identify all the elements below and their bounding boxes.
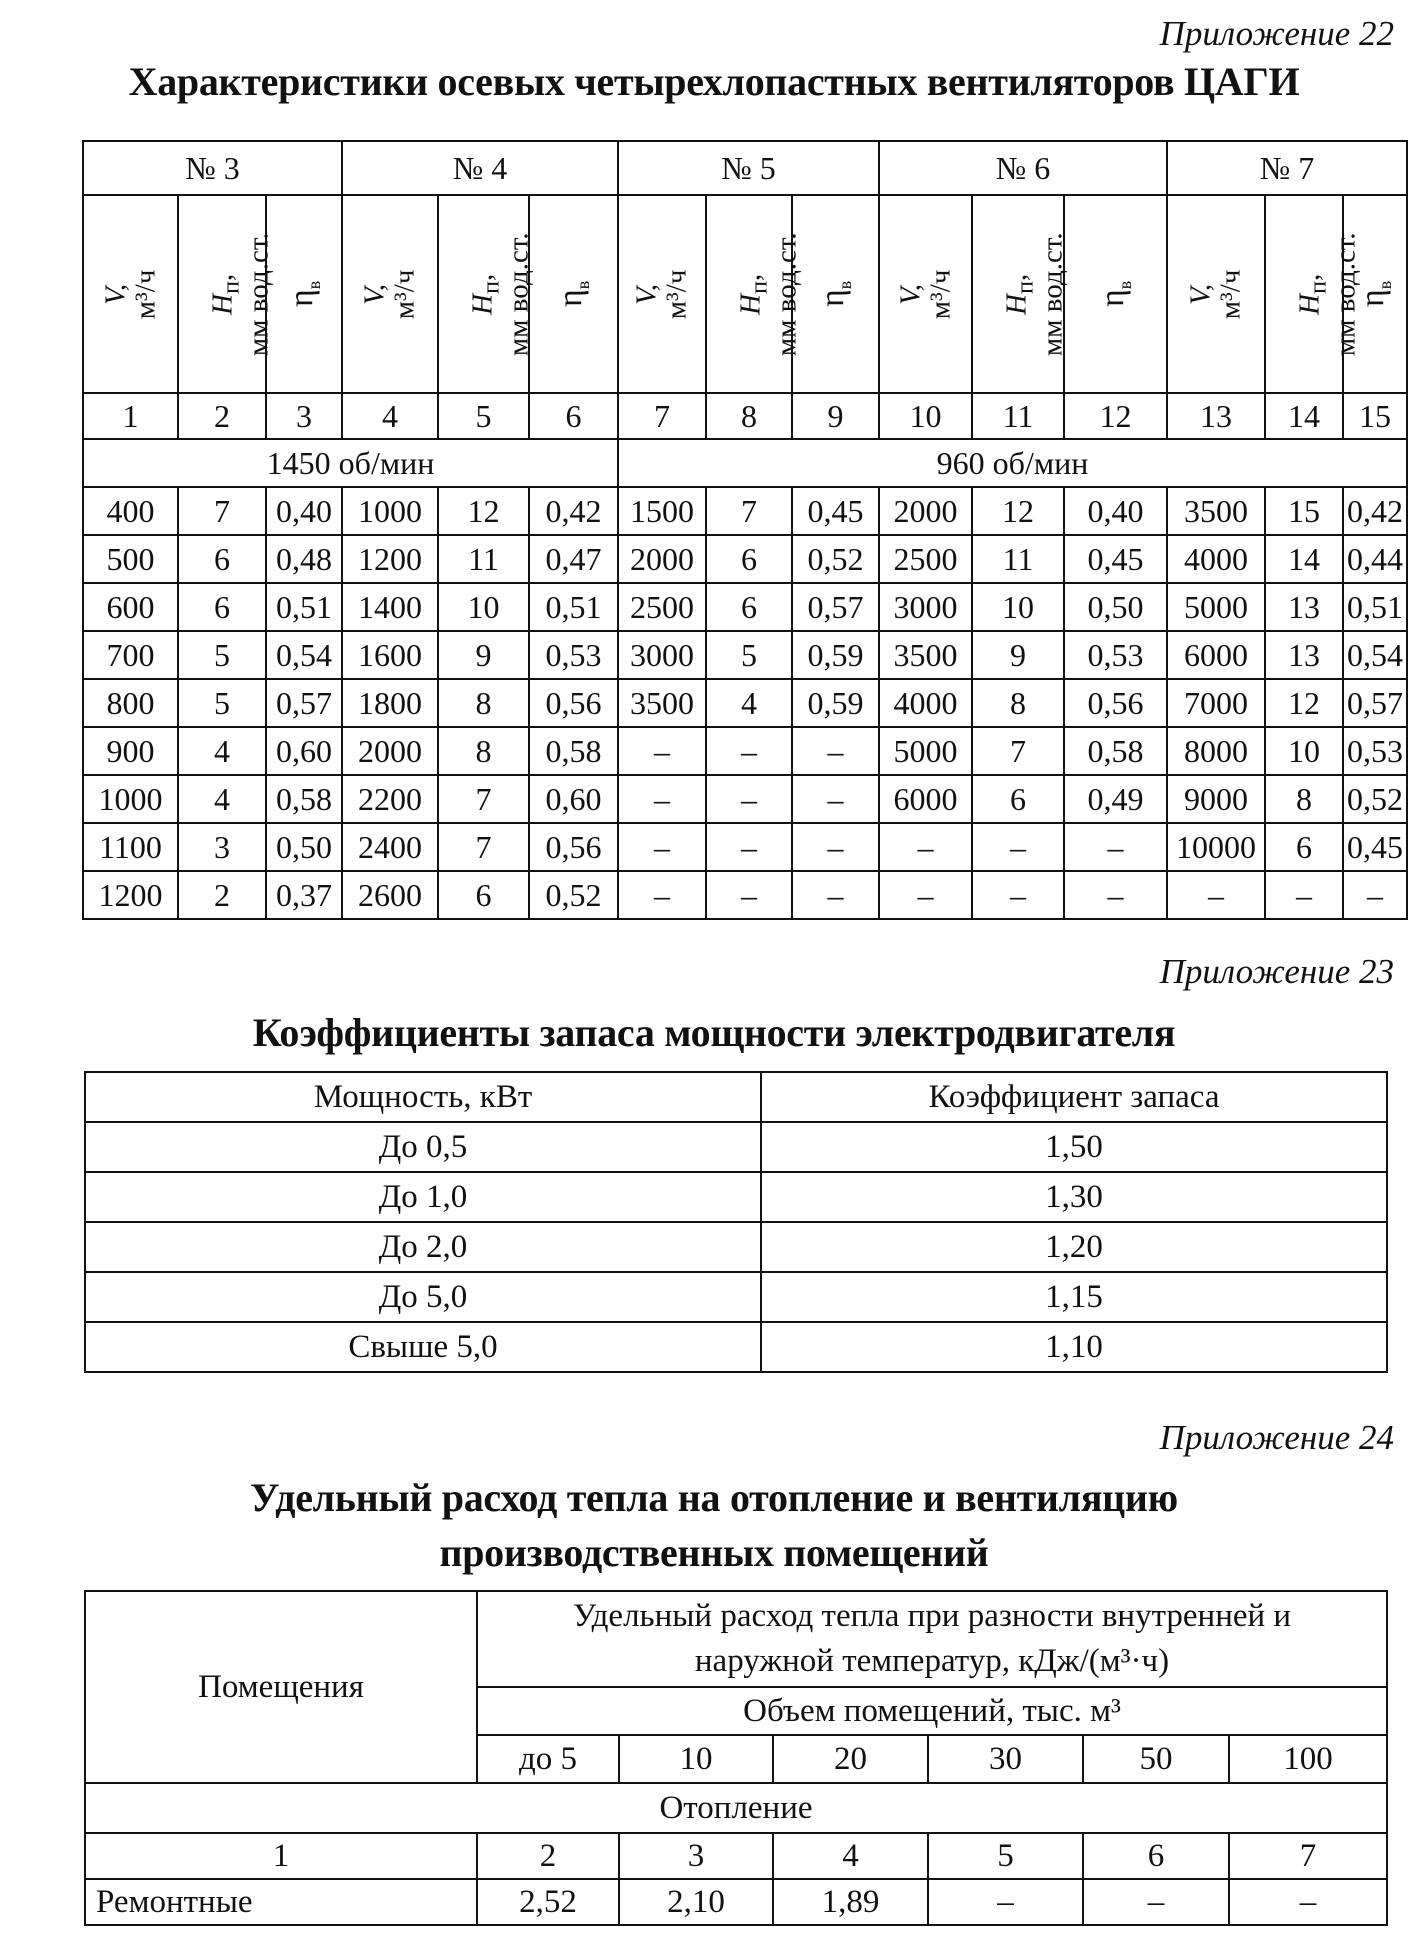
column-index: 11	[972, 393, 1064, 439]
table-cell: –	[792, 871, 879, 919]
column-index: 4	[342, 393, 438, 439]
table-row	[85, 1322, 1387, 1372]
fan-group-header: № 3	[83, 141, 342, 195]
column-index: 13	[1167, 393, 1265, 439]
table-cell: 1200	[83, 871, 178, 919]
header-h-pressure	[178, 195, 275, 393]
appendix-22-label: Приложение 22	[1159, 14, 1394, 53]
header-v-symbol: V,	[1184, 283, 1217, 305]
table-row	[83, 775, 1407, 823]
table-cell: 6000	[1167, 631, 1265, 679]
header-efficiency	[1064, 195, 1167, 393]
header-v-unit: м³/ч	[660, 269, 693, 319]
table-cell: –	[972, 871, 1064, 919]
header-v-flow	[1167, 195, 1265, 393]
fan-group-header: № 7	[1167, 141, 1407, 195]
table-cell: 10	[438, 583, 529, 631]
fans-data-body	[83, 487, 1407, 919]
header-eta	[1355, 281, 1395, 307]
coef-value: 1,30	[761, 1172, 1387, 1222]
coef-value: 1,10	[761, 1322, 1387, 1372]
header-h-sub: п	[1304, 280, 1332, 294]
header-v-unit: м³/ч	[388, 269, 421, 319]
table-cell: 2600	[342, 871, 438, 919]
header-h-sub: п	[1011, 280, 1039, 294]
header-v-unit: м³/ч	[129, 269, 162, 319]
table-cell: 1000	[83, 775, 178, 823]
table-cell: 15	[1265, 487, 1343, 535]
header-v-symbol: V,	[99, 283, 132, 305]
table-row	[85, 1172, 1387, 1222]
table-cell: 1500	[618, 487, 706, 535]
fan-group-header: № 5	[618, 141, 879, 195]
table-cell: 3000	[618, 631, 706, 679]
column-index: 10	[879, 393, 972, 439]
spec-header-line1: Удельный расход тепла при разности внутренней и	[572, 1598, 1292, 1635]
table-cell: 600	[83, 583, 178, 631]
table-cell: –	[928, 1879, 1083, 1925]
table-cell: –	[879, 871, 972, 919]
table-cell: 11	[438, 535, 529, 583]
table-row	[85, 1122, 1387, 1172]
table-cell: 4000	[879, 679, 972, 727]
table-cell: –	[1265, 871, 1343, 919]
table-cell: 2200	[342, 775, 438, 823]
header-eta-sub: в	[1115, 280, 1136, 290]
column-index: 9	[792, 393, 879, 439]
column-index: 8	[706, 393, 792, 439]
table-cell: 4	[178, 727, 266, 775]
table-cell: 4000	[1167, 535, 1265, 583]
table-cell: 2500	[879, 535, 972, 583]
column-index: 15	[1343, 393, 1407, 439]
table-cell: –	[706, 727, 792, 775]
table-cell: 10	[972, 583, 1064, 631]
column-index: 1	[85, 1833, 477, 1879]
header-eta-symbol: η	[1354, 289, 1392, 308]
table-cell: 6	[178, 583, 266, 631]
table-cell: 11	[972, 535, 1064, 583]
column-index: 2	[178, 393, 266, 439]
header-v-text	[895, 269, 956, 319]
table-cell: 0,51	[1343, 583, 1407, 631]
table-cell: 2	[178, 871, 266, 919]
table-cell: 2000	[618, 535, 706, 583]
table-cell: 8	[438, 727, 529, 775]
header-h-unit: мм вод.ст.	[1036, 232, 1069, 356]
header-v-flow	[618, 195, 706, 393]
header-h-pressure	[972, 195, 1069, 393]
table-cell: 12	[972, 487, 1064, 535]
table-cell: 1200	[342, 535, 438, 583]
table-cell: 6	[972, 775, 1064, 823]
header-h-symbol: H	[466, 293, 499, 315]
header-h-text: $H_п$, мм вод.ст.	[1000, 232, 1069, 356]
table-cell: 0,53	[529, 631, 618, 679]
table-cell: 6000	[879, 775, 972, 823]
table-cell: 0,58	[266, 775, 342, 823]
table-cell: –	[618, 823, 706, 871]
header-eta	[1096, 281, 1136, 307]
table-cell: 0,56	[529, 679, 618, 727]
table-cell: –	[1064, 871, 1167, 919]
table-cell: –	[1229, 1879, 1387, 1925]
coef-header: Коэффициент запаса	[761, 1072, 1387, 1122]
table-cell: 2,10	[619, 1879, 773, 1925]
header-eta-symbol: η	[1094, 289, 1132, 308]
column-index: 5	[928, 1833, 1083, 1879]
header-v-symbol: V,	[630, 283, 663, 305]
table-cell: 0,45	[1064, 535, 1167, 583]
table-cell: –	[618, 775, 706, 823]
table-cell: 3000	[879, 583, 972, 631]
table-cell: 13	[1265, 631, 1343, 679]
table-cell: 2,52	[477, 1879, 619, 1925]
header-h-text: $H_п$, мм вод.ст.	[206, 232, 275, 356]
table-cell: –	[618, 727, 706, 775]
appendix-23-label: Приложение 23	[1159, 952, 1394, 991]
table-cell: 6	[1265, 823, 1343, 871]
column-index-row	[83, 393, 1407, 439]
coef-value: 1,50	[761, 1122, 1387, 1172]
header-v-symbol: V,	[358, 283, 391, 305]
power-value: До 1,0	[85, 1172, 761, 1222]
coef-value: 1,15	[761, 1272, 1387, 1322]
table-cell: –	[618, 871, 706, 919]
table-cell: 0,59	[792, 631, 879, 679]
table-cell: –	[792, 775, 879, 823]
table-cell: 1000	[342, 487, 438, 535]
table-cell: 5000	[1167, 583, 1265, 631]
power-value: До 0,5	[85, 1122, 761, 1172]
table-cell: 0,37	[266, 871, 342, 919]
table-cell: –	[706, 823, 792, 871]
rooms-header: Помещения	[85, 1591, 477, 1783]
header-v-unit: м³/ч	[1214, 269, 1247, 319]
column-index: 3	[619, 1833, 773, 1879]
table-cell: 3500	[879, 631, 972, 679]
fans-table	[82, 140, 1408, 920]
table-cell: 7	[178, 487, 266, 535]
table-cell: 0,52	[792, 535, 879, 583]
table-cell: 9	[438, 631, 529, 679]
table-cell: 0,50	[1064, 583, 1167, 631]
volume-cell: 10	[619, 1735, 773, 1783]
table-cell: 5	[178, 631, 266, 679]
table-cell: 0,53	[1343, 727, 1407, 775]
table-cell: 8	[972, 679, 1064, 727]
table-cell: 0,49	[1064, 775, 1167, 823]
table-cell: 7	[706, 487, 792, 535]
table-cell: 0,56	[529, 823, 618, 871]
table-row	[83, 535, 1407, 583]
header-v-flow	[879, 195, 972, 393]
volume-cell: до 5	[477, 1735, 619, 1783]
header-eta-symbol: η	[283, 289, 321, 308]
table-cell: 0,57	[1343, 679, 1407, 727]
header-eta	[284, 281, 324, 307]
column-index: 7	[618, 393, 706, 439]
header-h-pressure	[438, 195, 535, 393]
header-h-pressure	[1265, 195, 1362, 393]
table-cell: 6	[706, 535, 792, 583]
table-cell: –	[879, 823, 972, 871]
table-cell: 5	[178, 679, 266, 727]
fans-table-title: Характеристики осевых четырехлопастных вентиляторов ЦАГИ	[128, 59, 1300, 104]
table-cell: 0,45	[792, 487, 879, 535]
table-cell: 6	[706, 583, 792, 631]
header-v-text	[632, 269, 693, 319]
appendix-24-label: Приложение 24	[1159, 1418, 1394, 1457]
header-v-text	[100, 269, 161, 319]
column-index: 5	[438, 393, 529, 439]
table-row	[83, 631, 1407, 679]
table-cell: 0,40	[266, 487, 342, 535]
table-cell: 0,58	[1064, 727, 1167, 775]
header-v-symbol: V,	[894, 283, 927, 305]
table-cell: 4	[178, 775, 266, 823]
heat-header-row-1	[85, 1591, 1387, 1687]
header-efficiency	[266, 195, 342, 393]
table-cell: 5	[706, 631, 792, 679]
table-cell: 3	[178, 823, 266, 871]
table-cell: 0,44	[1343, 535, 1407, 583]
table-cell: 400	[83, 487, 178, 535]
table-cell: 10	[1265, 727, 1343, 775]
volume-cell: 100	[1229, 1735, 1387, 1783]
table-cell: 7	[438, 823, 529, 871]
header-h-text: $H_п$, мм вод.ст.	[734, 232, 803, 356]
table-cell: 8000	[1167, 727, 1265, 775]
header-h-symbol: H	[1293, 293, 1326, 315]
heating-section: Отопление	[85, 1783, 1387, 1833]
table-row	[83, 487, 1407, 535]
header-h-unit: мм вод.ст.	[242, 232, 275, 356]
table-cell: –	[1167, 871, 1265, 919]
header-v-unit: м³/ч	[924, 269, 957, 319]
column-index: 14	[1265, 393, 1343, 439]
heat-table-title-line1: Удельный расход тепла на отопление и вентиляцию	[250, 1475, 1178, 1520]
table-cell: 9	[972, 631, 1064, 679]
fan-group-header: № 4	[342, 141, 618, 195]
table-cell: 3500	[1167, 487, 1265, 535]
table-cell: 1,89	[773, 1879, 928, 1925]
header-efficiency	[792, 195, 879, 393]
header-eta-symbol: η	[552, 289, 590, 308]
table-cell: –	[706, 775, 792, 823]
table-cell: 7	[972, 727, 1064, 775]
header-h-symbol: H	[206, 293, 239, 315]
spec-header-line2: наружной температур, кДж/(м³·ч)	[694, 1643, 1170, 1679]
header-eta-symbol: η	[814, 289, 852, 308]
header-eta-sub: в	[835, 280, 856, 290]
table-cell: 10000	[1167, 823, 1265, 871]
table-cell: 0,59	[792, 679, 879, 727]
power-header-row	[85, 1072, 1387, 1122]
table-cell: 0,40	[1064, 487, 1167, 535]
table-cell: 9000	[1167, 775, 1265, 823]
fan-group-header-row	[83, 141, 1407, 195]
table-cell: 0,54	[266, 631, 342, 679]
table-row	[85, 1272, 1387, 1322]
power-value: До 5,0	[85, 1272, 761, 1322]
header-h-symbol: H	[1000, 293, 1033, 315]
column-index: 12	[1064, 393, 1167, 439]
power-value: До 2,0	[85, 1222, 761, 1272]
table-cell: 0,56	[1064, 679, 1167, 727]
table-cell: 2000	[342, 727, 438, 775]
table-cell: 0,54	[1343, 631, 1407, 679]
table-cell: 12	[1265, 679, 1343, 727]
header-eta	[554, 281, 594, 307]
column-index: 6	[529, 393, 618, 439]
param-header-row	[83, 195, 1407, 393]
table-row	[83, 679, 1407, 727]
power-header: Мощность, кВт	[85, 1072, 761, 1122]
table-cell: 0,50	[266, 823, 342, 871]
table-cell: 500	[83, 535, 178, 583]
spec-header	[477, 1591, 1387, 1687]
header-h-sub: п	[745, 280, 773, 294]
table-cell: 0,60	[266, 727, 342, 775]
heat-index-row	[85, 1833, 1387, 1879]
header-eta	[816, 281, 856, 307]
header-h-unit: мм вод.ст.	[770, 232, 803, 356]
power-data-body	[85, 1122, 1387, 1372]
column-index: 3	[266, 393, 342, 439]
table-row	[83, 583, 1407, 631]
table-cell: 0,53	[1064, 631, 1167, 679]
header-h-symbol: H	[734, 293, 767, 315]
header-efficiency	[529, 195, 618, 393]
table-cell: –	[972, 823, 1064, 871]
table-cell: 8	[438, 679, 529, 727]
heat-table	[84, 1590, 1388, 1926]
header-v-text	[1186, 269, 1247, 319]
table-cell: –	[792, 823, 879, 871]
header-h-sub: п	[477, 280, 505, 294]
table-row	[83, 727, 1407, 775]
header-h-unit: мм вод.ст.	[502, 232, 535, 356]
table-cell: 7	[438, 775, 529, 823]
table-cell: 12	[438, 487, 529, 535]
column-index: 6	[1083, 1833, 1229, 1879]
header-h-unit: мм вод.ст.	[1329, 232, 1362, 356]
volume-cell: 50	[1083, 1735, 1229, 1783]
table-cell: 0,57	[792, 583, 879, 631]
column-index: 4	[773, 1833, 928, 1879]
table-cell: 2500	[618, 583, 706, 631]
table-cell: 14	[1265, 535, 1343, 583]
table-cell: –	[1343, 871, 1407, 919]
table-cell: –	[1064, 823, 1167, 871]
header-h-text: $H_п$, мм вод.ст.	[1293, 232, 1362, 356]
table-cell: 0,47	[529, 535, 618, 583]
table-row	[85, 1222, 1387, 1272]
table-cell: 1100	[83, 823, 178, 871]
table-cell: 6	[438, 871, 529, 919]
heat-table-title-line2: производственных помещений	[439, 1530, 989, 1575]
volume-cell: 30	[928, 1735, 1083, 1783]
speed-960: 960 об/мин	[618, 439, 1407, 487]
header-h-sub: п	[217, 280, 245, 294]
table-cell: 0,51	[529, 583, 618, 631]
table-cell: 0,58	[529, 727, 618, 775]
heat-data-body	[85, 1879, 1387, 1925]
table-cell: 0,45	[1343, 823, 1407, 871]
header-eta-sub: в	[303, 280, 324, 290]
table-cell: 8	[1265, 775, 1343, 823]
table-cell: 900	[83, 727, 178, 775]
power-table	[84, 1071, 1388, 1373]
heating-section-row	[85, 1783, 1387, 1833]
table-cell: 800	[83, 679, 178, 727]
volume-header: Объем помещений, тыс. м³	[477, 1687, 1387, 1735]
table-cell: 1600	[342, 631, 438, 679]
table-cell: –	[1083, 1879, 1229, 1925]
table-cell: 6	[178, 535, 266, 583]
header-eta-sub: в	[573, 280, 594, 290]
table-cell: 0,52	[529, 871, 618, 919]
column-index: 2	[477, 1833, 619, 1879]
table-cell: –	[792, 727, 879, 775]
table-cell: 0,52	[1343, 775, 1407, 823]
header-v-flow	[83, 195, 178, 393]
header-h-text: $H_п$, мм вод.ст.	[466, 232, 535, 356]
table-cell: 700	[83, 631, 178, 679]
table-cell: 2000	[879, 487, 972, 535]
coef-value: 1,20	[761, 1222, 1387, 1272]
fan-group-header: № 6	[879, 141, 1167, 195]
volume-cell: 20	[773, 1735, 928, 1783]
table-cell: 0,42	[1343, 487, 1407, 535]
table-cell: 3500	[618, 679, 706, 727]
table-cell: 0,60	[529, 775, 618, 823]
table-cell: 2400	[342, 823, 438, 871]
table-cell: 5000	[879, 727, 972, 775]
room-name: Ремонтные	[85, 1879, 477, 1925]
table-cell: 7000	[1167, 679, 1265, 727]
speed-1450: 1450 об/мин	[83, 439, 618, 487]
table-cell: 0,48	[266, 535, 342, 583]
header-h-pressure	[706, 195, 803, 393]
column-index: 7	[1229, 1833, 1387, 1879]
table-cell: 0,51	[266, 583, 342, 631]
power-value: Свыше 5,0	[85, 1322, 761, 1372]
table-cell: 0,57	[266, 679, 342, 727]
header-v-flow	[342, 195, 438, 393]
header-v-text	[360, 269, 421, 319]
table-row	[83, 871, 1407, 919]
table-cell: 0,42	[529, 487, 618, 535]
table-cell: 1400	[342, 583, 438, 631]
table-cell: 13	[1265, 583, 1343, 631]
power-table-title: Коэффициенты запаса мощности электродвигателя	[252, 1010, 1176, 1055]
column-index: 1	[83, 393, 178, 439]
table-cell: 4	[706, 679, 792, 727]
table-row	[85, 1879, 1387, 1925]
table-cell: 1800	[342, 679, 438, 727]
table-row	[83, 823, 1407, 871]
speed-row	[83, 439, 1407, 487]
table-cell: –	[706, 871, 792, 919]
header-eta-sub: в	[1374, 280, 1395, 290]
